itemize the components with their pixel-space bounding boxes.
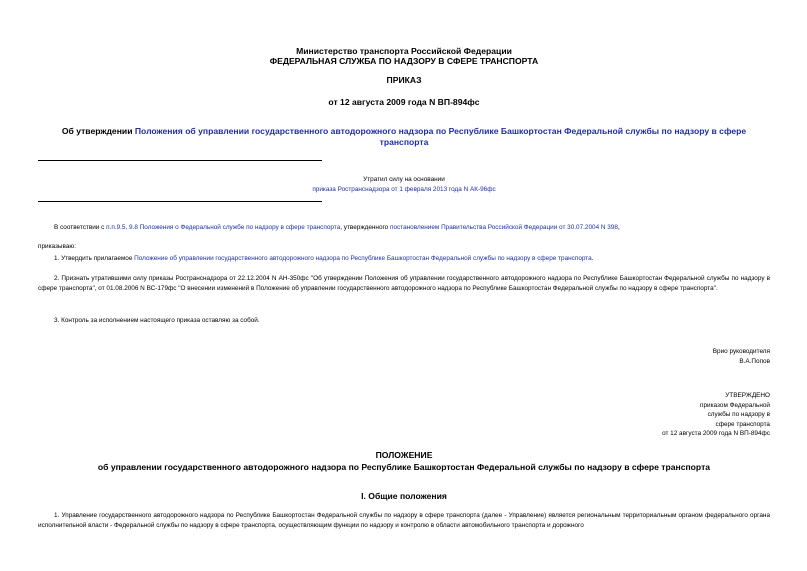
regulation-para-1: 1. Управление государственного автодорожного надзора по Республике Башкортостан Федеральной службы по надзору в сфере транспорта (далее - Управление) является региональным территориальным органом федерального органа исполнительной власти - Федеральной службы по надзору в сфере транспорта, осуществляющим функции по надзору и контролю в области автомобильного транспорта и дорожного	[38, 512, 770, 529]
preamble-link-regulation[interactable]: п.п.9.5, 9.8 Положения о Федеральной службе по надзору в сфере транспорта	[106, 224, 341, 231]
order-word: приказываю:	[38, 243, 76, 250]
repeal-status	[38, 175, 770, 195]
order-item-1	[38, 254, 770, 264]
document-body	[38, 0, 770, 571]
document-header	[38, 46, 770, 66]
title-link[interactable]: Положения об управлении государственного автодорожного надзора по Республике Башкортостан Федеральной службы по надзору в сфере транспорта	[134, 126, 747, 147]
doc-type: ПРИКАЗ	[386, 75, 422, 85]
repeal-order-link[interactable]: приказа Ространснадзора от 1 февраля 2013 года N АК-96фс	[312, 186, 496, 193]
divider-top	[38, 160, 322, 161]
approval-line-2: службы по надзору в	[707, 411, 770, 419]
preamble-link-decree[interactable]: постановлением Правительства Российской Федерации от 30.07.2004 N 398	[390, 224, 618, 231]
section-1-heading: I. Общие положения	[361, 491, 447, 501]
approval-line-1: приказом Федеральной	[700, 401, 770, 409]
approval-block	[630, 391, 770, 439]
regulation-title: ПОЛОЖЕНИЕ	[375, 450, 433, 460]
regulation-subtitle: об управлении государственного автодорожного надзора по Республике Башкортостан Федеральной службы по надзору в сфере транспорта	[97, 462, 711, 472]
doc-title	[48, 126, 760, 148]
signature-block	[713, 347, 770, 366]
divider-bottom	[38, 201, 322, 202]
preamble	[38, 223, 770, 233]
order-item-2: 2. Признать утратившими силу приказы Ространснадзора от 22.12.2004 N АН-350фс "Об утверждении Положения об управлении государственного автодорожного надзора по Республике Башкортостан Федеральной службы по надзору в сфере транспорта", от 01.08.2006 N ВС-179фс "О внесении изменений в Положение об управлении государственного автодорожного надзора по Республике Башкортостан Федеральной службы по надзору в сфере транспорта".	[38, 275, 770, 292]
repeal-status-text: Утратил силу на основании	[363, 176, 445, 183]
preamble-text-1: В соответствии с	[54, 224, 107, 231]
item1-link[interactable]: Положение об управлении государственного автодорожного надзора по Республике Башкортостан Федеральной службы по надзору в сфере транспорта	[134, 255, 592, 262]
approval-line-3: сфере транспорта	[715, 420, 770, 428]
item1-text-end: .	[591, 255, 594, 262]
preamble-text-2: , утвержденного	[340, 224, 391, 231]
title-prefix: Об утверждении	[61, 126, 135, 136]
signature-name: В.А.Попов	[739, 357, 770, 365]
item1-text: 1. Утвердить прилагаемое	[54, 255, 135, 262]
approval-word: УТВЕРЖДЕНО	[725, 392, 770, 399]
service-name: ФЕДЕРАЛЬНАЯ СЛУЖБА ПО НАДЗОРУ В СФЕРЕ ТРАНСПОРТА	[269, 56, 539, 66]
order-item-3: 3. Контроль за исполнением настоящего приказа оставляю за собой.	[54, 317, 260, 324]
approval-line-4: от 12 августа 2009 года N ВП-894фс	[662, 430, 770, 438]
signature-position: Врио руководителя	[712, 348, 770, 355]
doc-date-number: от 12 августа 2009 года N ВП-894фс	[328, 97, 480, 107]
ministry-name: Министерство транспорта Российской Федерации	[296, 46, 512, 56]
preamble-text-3: ,	[617, 224, 620, 231]
